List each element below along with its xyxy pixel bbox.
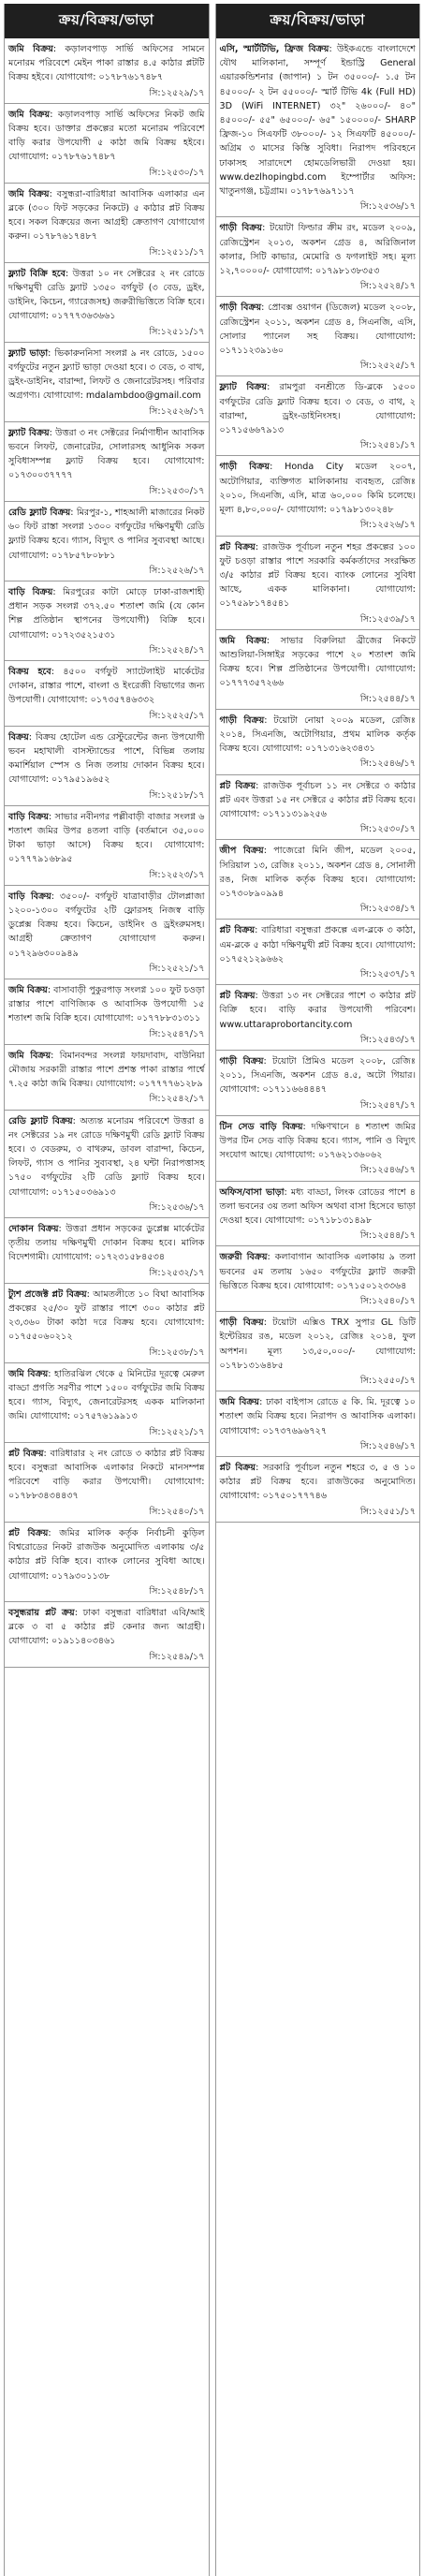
classified-ad xyxy=(5,263,209,343)
ad-body: : রাজউক পূর্বাচল নতুন শহর প্রকল্পের ১০০ ফুট চওড়া রাস্তার পাশে সরকারি কর্মকর্তাদের সংরক্ষিত ৩/৫ কাঠার প্লট বিক্রয় হবে। ব্যাংক লোনের সুবিধা আছে, একক মালিকানা। যোগাযোগ: ০১৭৫৯৮১৭৪৫৪১ xyxy=(219,541,416,610)
classified-ad xyxy=(5,1363,209,1443)
ad-headline: জমি বিক্রয় xyxy=(8,44,53,54)
classified-ad xyxy=(216,840,420,920)
ad-headline: ফ্ল্যাট বিক্রয় xyxy=(8,427,50,438)
ad-headline: বাড়ি বিক্রয় xyxy=(8,811,50,822)
right-column xyxy=(215,4,421,2576)
ad-body: : কড়ালবপাড় সার্ভি অফিসের নিকট জমি বিক্রয় হবে। ডাক্তার প্রকল্পের মতো মনোরম পরিবেশে বাড়ি করার উপযোগী ৫ কাঠা জমি বিক্রয় হইবে। যোগাযোগ: ০১৭৮৭৬১৭৪৮৭ xyxy=(8,109,205,163)
classified-ad xyxy=(5,1523,209,1602)
classified-ad xyxy=(5,727,209,806)
ad-headline: এসি, স্মার্টটিভি, ফ্রিজ বিক্রয় xyxy=(219,44,329,54)
ad-headline: প্লট বিক্রয় xyxy=(219,1463,256,1474)
classified-ad xyxy=(5,1218,209,1284)
classified-ad xyxy=(5,661,209,727)
ad-code: সি:১২৫৪০/১৭ xyxy=(359,1296,416,1307)
classified-ad xyxy=(5,422,209,502)
ad-headline: ফ্ল্যাট বিক্রি হবে xyxy=(8,268,66,279)
ad-headline: রেডি ফ্ল্যাট বিক্রয় xyxy=(8,1115,73,1126)
classified-ad xyxy=(216,985,420,1051)
ad-headline: রেডি ফ্ল্যাট বিক্রয় xyxy=(8,507,71,518)
classified-ad xyxy=(216,630,420,710)
ad-headline: প্লট বিক্রয় xyxy=(219,541,256,552)
left-column xyxy=(4,4,210,2576)
ad-body: : উত্তরা ১৩ নং সেক্টরের পাশে ৩ কাঠার প্লট বিক্রি হবে। বাড়ি করার উপযোগী পরিবেশ। www.uttaraprobortancity.com xyxy=(219,991,417,1030)
ad-body: : বিক্রয় হোটেল এন্ড রেস্টুরেন্টের জন্য উপযোগী ভবন মহাখালী বাসস্ট্যান্ডের পাশে, বিভিন্ন তলায় কমার্শিয়াল স্পেস ও নিজ তলায় দোকান বিক্রয় হবে। যোগাযোগ: ০১৭৯৫১৯৬৫২ xyxy=(8,731,205,786)
ad-headline: প্লট বিক্রয় xyxy=(8,1527,49,1538)
ad-headline: জরুরী বিক্রয় xyxy=(219,1252,268,1263)
ad-code: সি:১২৫৪৭/১৭ xyxy=(149,1028,205,1039)
classified-ad xyxy=(216,920,420,985)
classified-ad xyxy=(216,456,420,536)
ad-body: : রামপুরা বনশ্রীতে ডি-ব্লকে ১৫০০ বর্গফুটের রেডি ফ্ল্যাট বিক্রয় হবে। ৩ বেড, ৩ বাথ, ২ বারান্দা, ড্রইং-ডাইনিংসহ। যোগাযোগ: ০১৭১৫৬৬৭৯১৩ xyxy=(219,382,416,436)
ad-code: সি:১২৫৪০/১৭ xyxy=(149,1506,205,1517)
ad-headline: ফ্ল্যাট বিক্রয় xyxy=(219,382,268,393)
ad-code: সি:১২৫৪৯/১৭ xyxy=(149,1651,205,1662)
ad-headline: জমি বিক্রয় xyxy=(219,1397,260,1408)
classified-ad xyxy=(5,343,209,422)
ad-headline: জমি বিক্রয় xyxy=(8,109,51,120)
ad-headline: ফ্ল্যাট ভাড়া xyxy=(8,347,49,359)
ad-headline: গাড়ী বিক্রয় xyxy=(219,714,265,726)
ad-code: সি:১২৫৩০/১৭ xyxy=(149,167,205,178)
ad-headline: প্লট বিক্রয় xyxy=(8,1448,44,1459)
classified-ad xyxy=(216,775,420,841)
ad-body: : টয়োটা ফিল্ডার ক্রীম রং, মডেল ২০০৯, রেজিস্ট্রেশন ২০১৩, অকশন গ্রেড ৪, অরিজিনাল কালার, সিটি কাভার, মেমোরি ও ফগলাইট সহ। মূল্য ১২,৭০০০০/- যোগাযোগ: ০১৭৯৮১৩৮৩৫৩ xyxy=(219,223,416,277)
ad-code: সি:১২৫৫১/১৭ xyxy=(359,1506,416,1517)
ad-headline: বাড়ি বিক্রয় xyxy=(8,586,53,597)
classified-ad xyxy=(5,502,209,581)
classified-ad xyxy=(5,1284,209,1363)
ad-code: সি:১২৫৪৪/১৭ xyxy=(359,1230,416,1242)
ad-code: সি:১২৫৪৮/১৭ xyxy=(149,1585,205,1597)
ad-body: : হাতিরঝিল থেকে ৫ মিনিটের দূরত্বে মেরুল বাড্ডা প্রগতি সরণীর পাশে ১৫০০ বর্গফুটের জমি বিক্রয় হবে। গ্যাস, বিদ্যুৎ, জেনারেটরসহ একক মালিকানা জমি। যোগাযোগ: ০১৭৫৭৬১৯৯১৩ xyxy=(8,1368,205,1422)
ad-code: সি:১২৫৪৩/১৭ xyxy=(359,1034,416,1045)
ad-body: : জমির মালিক কর্তৃক নির্বাচনী কুড়িল বিশ্বরোডের নিকট রাজউক অনুমোদিত এলাকায় ৩/৫ কাঠার প্লট বিক্রি হবে। ব্যাংক লোনের সুবিধা আছে। যোগাযোগ: ০১৭৯৩০১১৩৮ xyxy=(8,1527,205,1582)
classified-ad xyxy=(216,710,420,775)
ad-body: : মিরপুর-১, শাহআলী মাজারের নিকট ৬০ ফিট রাস্তা সংলগ্ন ১৩০০ বর্গফুটের দক্ষিণমুখী রেডি ফ্ল্যাট বিক্রয় হবে। গ্যাস, বিদ্যুৎ ও পানির সুব্যবস্থা আছে। যোগাযোগ: ০১৭৮৫৭৮০৮৮১ xyxy=(8,507,205,561)
ad-body: : মিরপুরের কাটা মোড়ে ঢাকা-রাজশাহী প্রধান সড়ক সংলগ্ন ৩৭২.৫০ শতাংশ জমি (যে কোন শিল্প প্রতিষ্ঠান স্থাপনের উপযোগী) বিক্রি হবে। যোগাযোগ: ০১৭২৩৫২১৫৩১ xyxy=(8,586,205,640)
ad-body: : ৩৫০০/- বর্গফুট যাত্রাবাড়ীর টোলপ্লাজা ১২০০-১৩০০ বর্গফুটের ২টি ফ্লোরসহ নিজস্ব বাড়ি ডুপ্লেক্স বিক্রয় হবে। কিচেন, ডাইনিং ও ড্রইংরুমসহ। আগ্রহী ক্রেতাগণ যোগাযোগ করুন। ০১৭২৯৬৩০০৯৪৯ xyxy=(8,891,205,959)
classified-ad xyxy=(5,1602,209,1668)
classified-ad xyxy=(216,1051,420,1116)
classified-ad xyxy=(5,104,209,184)
ad-headline: প্লট বিক্রয় xyxy=(219,925,256,936)
ad-headline: জমি বিক্রয় xyxy=(8,1050,51,1061)
column-header: ক্রয়/বিক্রয়/ভাড়া xyxy=(5,4,209,38)
ad-code: সি:১২৫২৩/১৭ xyxy=(149,869,205,880)
classified-ad xyxy=(216,1312,420,1391)
ad-headline: জমি বিক্রয় xyxy=(8,188,50,199)
ad-code: সি:১২৫৪৬/১৭ xyxy=(359,1165,416,1176)
ad-headline: জমি বিক্রয় xyxy=(219,635,267,646)
ad-headline: গাড়ী বিক্রয় xyxy=(219,462,270,473)
classified-ad xyxy=(216,38,420,217)
ad-body: : ঢাকা বাইপাস রোডে ৫ কি. মি. দূরত্বে ১০ শতাংশ জমি বিক্রয় হবে। নিরাপদ ও আবাসিক এলাকা। যোগাযোগ: ০১৭৩৭৬৯৬৭২৭ xyxy=(219,1397,416,1436)
ad-body: : সরকারি পূর্বাচল নতুন শহরে ৩, ৫ ও ১০ কাঠার প্লট বিক্রয় হবে। রাজউকের অনুমোদিত। যোগাযোগ: ০১৭৫০১৭৭৭৪৬ xyxy=(219,1463,417,1502)
ad-body: : কড়ালবপাড় সার্ভি অফিসের সামনে মনোরম পরিবেশে মেইন পাকা রাস্তার ৪.৫ কাঠার প্লটটি বিক্রয় হইবে। যোগাযোগ: ০১৭৮৭৬১৭৪৮৭ xyxy=(8,44,205,83)
classified-ad xyxy=(216,1457,420,1523)
ad-body: : মধ্য বাড্ডা, লিংক রোডের পাশে ৪ তলা ভবনের ৩য় তলা অফিস অথবা বাসা হিসেবে ভাড়া দেওয়া হবে। যোগাযোগ: ০১৭১৮১৩১৪৯৮ xyxy=(219,1186,416,1227)
ad-code: সি:১২৫২৫/১৭ xyxy=(149,710,205,721)
ad-code: সি:১২৫২১/১৭ xyxy=(149,963,205,974)
ad-headline: বাড়ি বিক্রয় xyxy=(8,891,51,902)
classified-ad xyxy=(5,581,209,661)
ad-code: সি:১২৫২৬/১৭ xyxy=(149,405,205,417)
ad-headline: প্লট বিক্রয় xyxy=(219,780,256,791)
ad-body: : উইকএন্ডে বাংলাদেশে যৌথ মালিকানা, সম্পূর্ণ ইন্ডাস্ট্রি General এয়ারকন্ডিশনার (জাপান) ১ টন ৩৫০০০/- ১.৫ টন ৪৫০০০/- ২ টন ৫৫০০০/- স্মার্ট টিভি 4k (Full HD) 3D (WiFi INTERNET) ৩২" ২৬০০০/- ৪০" ৪৫০০০/- ৫৫" ৬৫০০০/- ৬৫" ১৫০০০০/- SHARP ফ্রিজ-১০ সিএফটি ৩৮০০০/- ১২ সিএফটি ৪৫০০০/- অগ্রিম ৩ মাসের কিস্তি সুবিধা। নিরাপদ পরিবহনে ঢাকাসহ সারাদেশে হোমডেলিভারী দেওয়া হয়। www.dezlhopingbd.com ইম্পোর্টার অফিস: খাতুনগঞ্জ, চট্টগ্রাম। ০১৭৮৭৬৯৭১১৭ xyxy=(219,44,416,198)
ad-code: সি:১২৫২৫/১৭ xyxy=(359,361,416,372)
ad-body: : দক্ষিণখানে ৪ শতাংশ জমির উপর টিন সেড বাড়ি বিক্রয় হবে। গ্যাস, পানি ও বিদ্যুৎ সংযোগ আছে। যোগাযোগ: ০১৭৬২১৩৬০৬২ xyxy=(219,1121,416,1161)
column-header: ক্রয়/বিক্রয়/ভাড়া xyxy=(216,4,420,38)
ad-code: সি:১২৫৪১/১৭ xyxy=(359,440,416,451)
classified-ad xyxy=(216,297,420,376)
classified-ad xyxy=(216,537,420,630)
ad-body: : Honda City মডেল ২০০৭, অটোগিয়ার, ব্যক্তিগত মালিকানায় ব্যবহৃত, রেজিঃ ২০১০, সিএনজি, এসি, মাত্র ৬০,০০০ কিমি চলেছে। মূল্য ৪,৮০,০০০/- যোগাযোগ: ০১৭৯৮১৩০২৪৮ xyxy=(219,462,416,516)
ad-code: সি:১২৫৩৭/১৭ xyxy=(359,968,416,979)
classified-ad xyxy=(216,1391,420,1457)
classified-ad xyxy=(5,184,209,263)
ad-code: সি:১২৫৫০/১৭ xyxy=(359,1376,416,1387)
ad-code: সি:১২৫২৪/১৭ xyxy=(359,281,416,292)
classified-ad xyxy=(5,806,209,886)
ad-code: সি:১২৫৪৪/১৭ xyxy=(359,693,416,704)
ad-headline: ট্যুশ প্রজেক্ট প্লট বিক্রয় xyxy=(8,1288,87,1300)
ad-code: সি:১২৫২৬/১৭ xyxy=(359,520,416,531)
classified-ad xyxy=(216,1116,420,1182)
ads-list xyxy=(216,38,420,1523)
ad-code: সি:১২৫৪৬/১৭ xyxy=(359,758,416,770)
ad-code: সি:১২৫১১/১৭ xyxy=(149,246,205,258)
ad-code: সি:১২৫২১/১৭ xyxy=(149,1426,205,1437)
ad-body: : অত্যন্ত মনোরম পরিবেশে উত্তরা ৪ নং সেক্টরের ১৯ নং রোডে দক্ষিণমুখী রেডি ফ্ল্যাট বিক্রয় হবে। ৩ বেডরুম, ৩ বাথরুম, ডাবল বারান্দা, কিচেন, লিফট, গ্যাস ও পানির সুব্যবস্থা, ২৪ ঘন্টা নিরাপত্তাসহ ১৭৫০ বর্গফুটের ২টি রেডি ফ্ল্যাট বিক্রয় হবে। যোগাযোগ: ০১৭১৫০৩৬৯১৩ xyxy=(8,1115,205,1198)
ad-code: সি:১২৫৩৬/১৭ xyxy=(359,201,416,213)
ad-body: : কলাবাগান আবাসিক এলাকায় ৯ তলা ভবনের ৫ম তলায় ১৬৫০ বর্গফুটের ফ্ল্যাট জরুরী ভিত্তিতে বিক্রয় হবে। যোগাযোগ: ০১৭১৫০১২৩৩৬৪ xyxy=(219,1252,416,1291)
classified-ad xyxy=(5,1111,209,1218)
ad-headline: বসুন্ধরায় প্লট ক্রয় xyxy=(8,1607,75,1618)
ad-headline: জমি বিক্রয় xyxy=(8,1368,49,1379)
columns-container xyxy=(4,4,420,2576)
ad-headline: জমি বিক্রয় xyxy=(8,984,48,995)
classified-ad xyxy=(216,1182,420,1247)
classified-ad xyxy=(216,217,420,297)
classified-ad xyxy=(5,38,209,104)
ad-body: : বারিধারার ২ নং রোডে ৩ কাঠার প্লট বিক্রয় হবে। বসুন্ধরা আবাসিক এলাকার নিকটে মানসম্পন্ন পরিবেশে বাড়ি করার উপযোগী। যোগাযোগ: ০১৭৮৮৩৪৩৪৪৩৭ xyxy=(8,1448,205,1502)
ad-body: : টয়োটা নোয়া ২০০৯ মডেল, রেজিঃ ২০১৪, সিএনজি, অটোগিয়ার, প্রথম মালিক কর্তৃক বিক্রয় হবে। যোগাযোগ: ০১৭১৩১৬২৩৪৩১ xyxy=(219,714,416,755)
ad-headline: প্লট বিক্রয় xyxy=(219,991,256,1002)
ad-body: : টয়োটা প্রিমিও মডেল ২০০৮, রেজিঃ ২০১১, সিএনজি, অকশন গ্রেড ৪.৫, অটো গিয়ার। যোগাযোগ: ০১৭১১৬৬৪৪৪৭ xyxy=(219,1056,416,1096)
ad-code: সি:১২৫২৯/১৭ xyxy=(149,87,205,98)
ad-body: : বারিধারা বসুন্ধরা প্রকল্পে এল-ব্লকে ৩ কাঠা, এম-ব্লকে ৫ কাঠা দক্ষিণমুখী প্লট বিক্রয় হবে। যোগাযোগ: ০১৭৫২১২৯৬৬২ xyxy=(219,925,416,964)
ad-code: সি:১২৫৩৬/১৭ xyxy=(149,1201,205,1213)
classified-ad xyxy=(5,979,209,1045)
ad-code: সি:১২৫৪২/১৭ xyxy=(149,1094,205,1105)
ad-code: সি:১২৫৩৮/১৭ xyxy=(149,1347,205,1358)
ad-code: সি:১২৫২৬/১৭ xyxy=(149,565,205,576)
ad-code: সি:১২৫৩২/১৭ xyxy=(149,1267,205,1278)
ad-headline: গাড়ী বিক্রয় xyxy=(219,1056,264,1067)
ad-headline: গাড়ী বিক্রয় xyxy=(219,302,262,314)
ad-code: সি:১২৫২৪/১৭ xyxy=(149,644,205,655)
ad-body: : সাভার বিরুলিয়া ব্রীজের নিকটে আশুলিয়া-সিঙ্গাইর সড়কের পাশে ২০ শতাংশ জমি বিক্রয় হবে। শিল্প প্রতিষ্ঠানের উপযোগী। যোগাযোগ: ০১৭৭৭৩৫৭২৬৬ xyxy=(219,635,416,689)
ad-code: সি:১২৫১১/১৭ xyxy=(149,326,205,337)
ad-headline: বিক্রয় xyxy=(8,731,29,743)
ad-headline: দোকান বিক্রয় xyxy=(8,1224,59,1235)
ad-code: সি:১২৫৪৬/১৭ xyxy=(359,1440,416,1451)
ad-code: সি:১২৫৩৪/১৭ xyxy=(359,904,416,915)
ad-body: : প্রোবক্স ওয়াগন (ডিজেল) মডেল ২০০৮, রেজিস্ট্রেশন ২০১১, অকশন গ্রেড ৪, সিএনজি, এসি, সোলার প্যানেল সহ বিক্রয়। যোগাযোগ: ০১৭১১২৩৯১৬০ xyxy=(219,302,416,357)
ad-body: : বসুন্ধরা-বারিধারা আবাসিক এলাকার এন ব্লকে (৩০০ ফিট সড়কের নিকটে) ৫ কাঠার প্লট বিক্রয় হবে। সকল বিক্রয়ের জন্য আগ্রহী ক্রেতাগণ যোগাযোগ করুন। ০১৭৮৭৬১৭৪৮৭ xyxy=(8,188,205,243)
ad-body: : ৪৫০০ বর্গফুট স্যাটেলাইট মার্কেটের দোকান, রাস্তার পাশে, বাংলা ও ইংরেজী বিভাগের জন্য উপযোগী। যোগাযোগ: ০১৭৩৫৭৪৬৩৩২ xyxy=(8,666,205,706)
ad-body: : বিমানবন্দর সংলগ্ন ফায়দাবাদ, বাউনিয়া মৌজায় সরকারী রাস্তার পাশে প্রশস্ত পাকা রাস্তার পার্শ্বে ৭.২৫ কাঠা জমি বিক্রয়। যোগাযোগ: ০১৭৭৭৭৬১২৮৯ xyxy=(8,1050,205,1090)
ad-body: : পাজেরো মিনি জীপ, মডেল ২০০৫, সিরিয়াল ১৩, রেজিঃ ২০১১, অকশন গ্রেড ৪, সোনালী রঙ, নিজ মালিক কর্তৃক বিক্রয় হবে। যোগাযোগ: ০১৭৩০৮৯০৯৯৪ xyxy=(219,846,416,899)
ads-list xyxy=(5,38,209,1668)
ad-headline: গাড়ী বিক্রয় xyxy=(219,1317,264,1329)
ad-body: : বাসাবাড়ী পুকুরপাড় সংলগ্ন ১০০ ফুট চওড়া রাস্তার পাশে বাণিজ্যিক ও আবাসিক উপযোগী ১৫ শতাংশ জমি বিক্রি হবে। যোগাযোগ: ০১৭৭৮৮৩১৩১১ xyxy=(8,984,205,1024)
classified-ad xyxy=(5,886,209,979)
ad-body: : রাজউক পূর্বাচল ১১ নং সেক্টরে ৩ কাঠার প্লট এবং উত্তরা ১৫ নং সেক্টরে ৫ কাঠার প্লট বিক্রয় হবে। যোগাযোগ: ০১৭১১৩১৯২৫৬ xyxy=(219,780,416,819)
classified-ad xyxy=(5,1045,209,1111)
ad-body: : উত্তরা প্রধান সড়কের ডুপ্লেক্স মার্কেটের তৃতীয় তলায় দক্ষিণমুখী দোকান বিক্রয় হবে। মালিক বিদেশগামী। যোগাযোগ: ০১৭২৩১৫৮৪৫৩৪ xyxy=(8,1224,205,1263)
ad-code: সি:১২৫৪৭/১৭ xyxy=(359,1099,416,1111)
ad-body: : ভিকারুননিসা সংলগ্ন ৯ নং রোডে, ১৫০০ বর্গফুটের নতুন ফ্ল্যাট ভাড়া দেওয়া হবে। ৩ বেড, ৩ বাথ, ড্রইং-ডাইনিং, বারান্দা, লিফট ও জেনারেটরসহ। পরিবার অগ্রগণ্য। যোগাযোগ: mdalambdoo@gmail.com xyxy=(8,347,205,402)
ad-code: সি:১২৫১৮/১৭ xyxy=(149,789,205,801)
ad-body: : আমতলীতে ১০ বিঘা আবাসিক প্রকল্পের ২৫/৩০ ফুট রাস্তার পাশে ৩০০ কাঠার প্লট ২৩,৩৬০ টাকা কাঠা দরে বিক্রয় হবে। যোগাযোগ: ০১৭৫৫০৬০২১২ xyxy=(8,1288,205,1343)
ad-code: সি:১২৫৩০/১৭ xyxy=(359,824,416,835)
ad-body: : সাভার নবীনগর পল্লীবাড়ী বাজার সংলগ্ন ৬ শতাংশ জমির উপর ৪তলা বাড়ি (বর্তমানে ৩৫,০০০ টাকা ভাড়া আসে) বিক্রয় হবে। যোগাযোগ: ০১৭৭৭৯১৬৮৯৫ xyxy=(8,811,205,865)
ad-code: সি:১২৫৩৯/১৭ xyxy=(359,613,416,625)
ad-headline: অফিস/বাসা ভাড়া xyxy=(219,1186,285,1198)
classified-ad xyxy=(216,376,420,456)
ad-headline: জীপ বিক্রয় xyxy=(219,846,264,857)
ad-headline: বিক্রয় হবে xyxy=(8,666,51,677)
ad-body: : উত্তরা ১০ নং সেক্টরের ২ নং রোডে দক্ষিণমুখী রেডি ফ্ল্যাট ১৩৫০ বর্গফুট (৩ বেড, ড্রইং, ডাইনিং, কিচেন, গ্যারেজসহ) জরুরীভিত্তিতে বিক্রি হবে। যোগাযোগ: ০১৭৭৭৩৬৩৬৬১ xyxy=(8,268,205,322)
ad-headline: গাড়ী বিক্রয় xyxy=(219,223,263,234)
classified-ad xyxy=(216,1246,420,1312)
ad-headline: টিন সেড বাড়ি বিক্রয় xyxy=(219,1121,303,1132)
ad-code: সি:১২৫৩০/১৭ xyxy=(149,485,205,496)
classified-ad xyxy=(5,1443,209,1523)
ad-body: : উত্তরা ৩ নং সেক্টরের নির্মাণাধীন আবাসিক ভবনে লিফট, জেনারেটর, সোলারসহ আধুনিক সকল সুবিধাসম্পন্ন ফ্ল্যাট বিক্রয় হবে। যোগাযোগ: ০১৭৩০০৩৭৭৭৭ xyxy=(8,427,205,481)
ad-body: : টয়োটা এক্সিও TRX সুপার GL ডিটি ইন্টেরিয়র রঙ, মডেল ২০১২, রেজিঃ ২০১৪, ফুল অপশন। মূল্য ১৩,৫০,০০০/- যোগাযোগ: ০১৭৮১৩১৬৪৮৫ xyxy=(219,1317,416,1371)
ad-body: : ঢাকা বসুন্ধরা বারিধারা এবি/আই ব্লকে ৩ বা ৫ কাঠার প্লট কেনার জন্য আগ্রহী। যোগাযোগ: ০১৯১১৪০৩৪৬১ xyxy=(8,1607,205,1647)
